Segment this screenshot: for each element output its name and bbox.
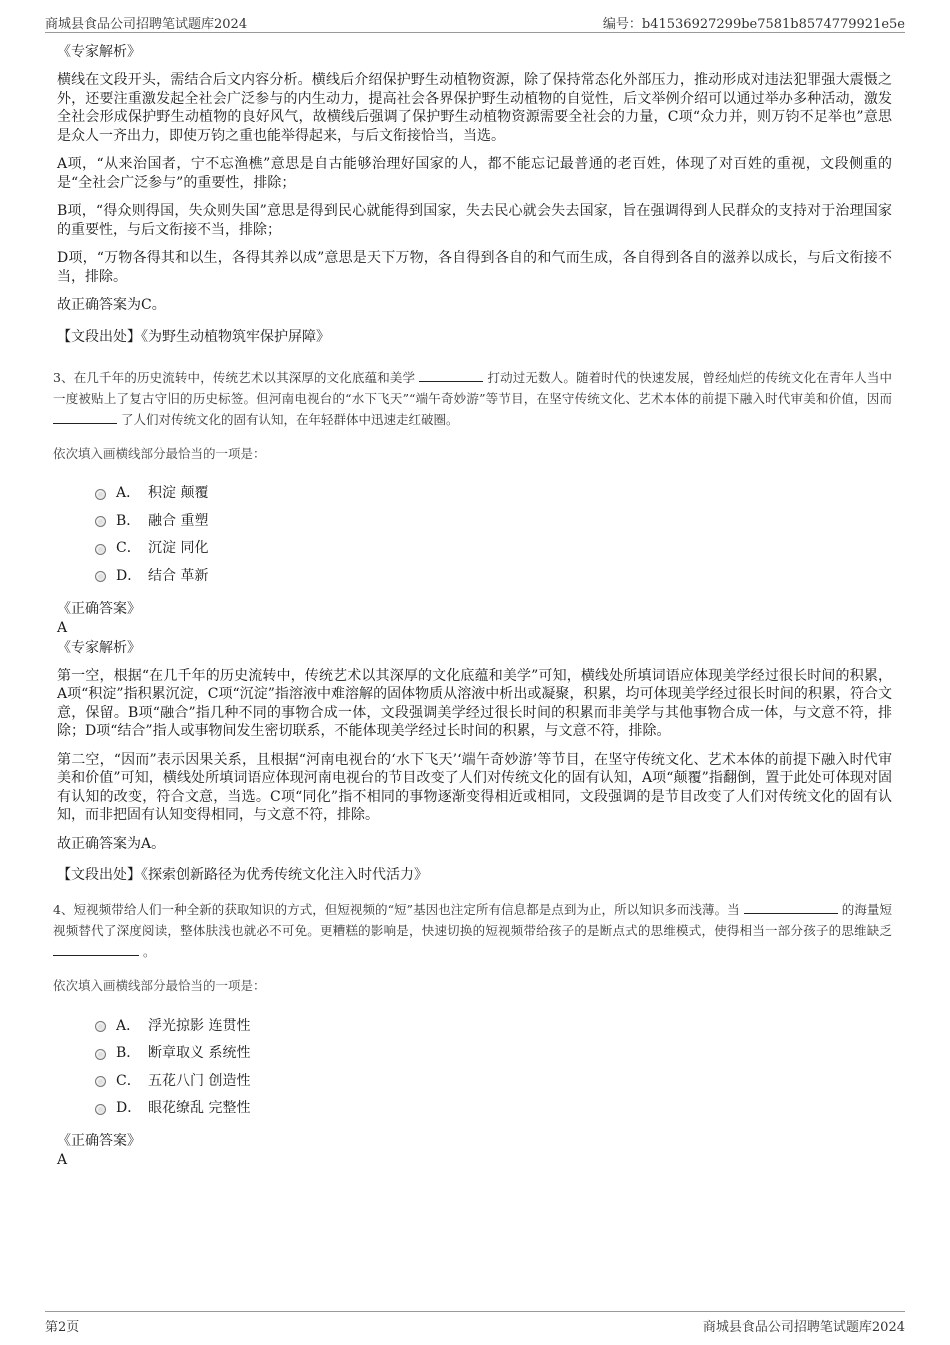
page-footer <box>45 1311 905 1336</box>
analysis-paragraph: D项，“万物各得其和以生，各得其养以成”意思是天下万物，各自得到各自的和气而生成，各自得到各自的滋养以成长，与后文衔接不当，排除。 <box>57 250 892 285</box>
fill-blank <box>744 912 838 914</box>
expert-analysis-label: 《专家解析》 <box>57 639 141 656</box>
analysis-paragraph: 第二空，“因而”表示因果关系，且根据“河南电视台的‘水下飞天’‘端午奇妙游’等节目，在坚守传统文化、艺术本体的前提下融入时代审美和价值”可知，横线处所填词语应体现河南电视台的节目改变了人们对传统文化的固有认知，A项“颠覆”指翻倒，置于此处可体现对固有认知的改变，符合文意，当选。C项“同化”指不相同的事物逐渐变得相近或相同，文段强调的是节目改变了人们对传统文化的固有认知，而非把固有认知变得相同，与文意不符，排除。 <box>57 751 892 823</box>
analysis-conclusion: 故正确答案为A。 <box>57 835 166 852</box>
passage-source: 【文段出处】《探索创新路径为优秀传统文化注入时代活力》 <box>57 867 428 883</box>
radio-icon[interactable] <box>95 544 106 555</box>
option-text: 结合 革新 <box>148 567 209 584</box>
correct-answer-label: 《正确答案》 <box>57 600 141 617</box>
option-b[interactable] <box>95 1039 892 1067</box>
fill-blank <box>53 422 117 424</box>
option-letter: B． <box>116 512 141 529</box>
question-text: 4、短视频带给人们一种全新的获取知识的方式，但短视频的“短”基因也注定所有信息都是点到为止，所以知识多而浅薄。当 <box>53 902 740 917</box>
header-title: 商城县食品公司招聘笔试题库2024 <box>45 17 248 32</box>
correct-answer-value: A <box>57 619 68 636</box>
question-prompt: 依次填入画横线部分最恰当的一项是： <box>53 445 266 461</box>
fill-blank <box>53 954 139 956</box>
option-a[interactable] <box>95 479 892 507</box>
radio-icon[interactable] <box>95 1104 106 1115</box>
question-text: 。 <box>142 944 156 959</box>
option-c[interactable] <box>95 534 892 562</box>
question-3-options <box>95 479 892 589</box>
analysis-paragraph: 横线在文段开头，需结合后文内容分析。横线后介绍保护野生动植物资源，除了保持常态化外部压力，推动形成对违法犯罪强大震慑之外，还要注重激发起全社会广泛参与的内生动力，提高社会各界保护野生动植物的自觉性，后文举例介绍可以通过举办多种活动，激发全社会形成保护野生动植物的良好风气，故横线后强调了保护野生动植物资源需要全社会的力量，C项“众力并，则万钧不足举也”意思是众人一齐出力，即使万钧之重也能举得起来，与后文衔接恰当，当选。 <box>57 72 892 144</box>
option-text: 断章取义 系统性 <box>148 1045 251 1062</box>
option-letter: D． <box>116 567 142 584</box>
radio-icon[interactable] <box>95 1049 106 1060</box>
option-d[interactable] <box>95 1094 892 1122</box>
option-text: 融合 重塑 <box>148 512 209 529</box>
question-text: 了人们对传统文化的固有认知，在年轻群体中迅速走红破圈。 <box>120 411 459 427</box>
option-text: 眼花缭乱 完整性 <box>148 1100 251 1117</box>
option-c[interactable] <box>95 1066 892 1094</box>
question-4-options <box>95 1011 892 1121</box>
option-letter: C． <box>116 1072 141 1089</box>
radio-icon[interactable] <box>95 1076 106 1087</box>
option-letter: A． <box>116 485 141 502</box>
option-text: 五花八门 创造性 <box>148 1072 251 1089</box>
question-text: 打动过无数人。随着时代的快速发展，曾经灿烂的传统文化在青年人当中一度被贴上了复古守旧的历史标签。但河南电视台的“水下飞天”“端午奇妙游”等节目，在坚守传统文化、艺术本体的前提下融入时代审美和价值，因而 <box>53 369 892 406</box>
radio-icon[interactable] <box>95 1021 106 1032</box>
option-b[interactable] <box>95 506 892 534</box>
option-text: 沉淀 同化 <box>148 540 209 557</box>
question-4-stem <box>53 899 892 962</box>
analysis-conclusion: 故正确答案为C。 <box>57 297 166 313</box>
option-a[interactable] <box>95 1011 892 1039</box>
question-prompt: 依次填入画横线部分最恰当的一项是： <box>53 978 266 993</box>
page-header <box>45 10 905 33</box>
question-text: 3、在几千年的历史流转中，传统艺术以其深厚的文化底蕴和美学 <box>53 369 416 385</box>
expert-analysis-label: 《专家解析》 <box>57 44 141 60</box>
question-3-stem <box>53 367 892 430</box>
passage-source: 【文段出处】《为野生动植物筑牢保护屏障》 <box>57 328 330 345</box>
correct-answer-value: A <box>57 1152 68 1168</box>
question-text: 的海量短视频替代了深度阅读，整体肤浅也就必不可免。更糟糕的影响是，快速切换的短视频带给孩子的是断点式的思维模式，使得相当一部分孩子的思维缺乏 <box>53 902 892 938</box>
footer-title: 商城县食品公司招聘笔试题库2024 <box>702 1320 905 1335</box>
page-content <box>53 42 892 1170</box>
option-letter: A． <box>116 1017 141 1034</box>
fill-blank <box>419 380 483 382</box>
page-number: 第2页 <box>45 1320 80 1335</box>
option-letter: C． <box>116 540 141 557</box>
header-doc-id: 编号：b41536927299be7581b8574779921e5e <box>602 17 905 32</box>
radio-icon[interactable] <box>95 489 106 500</box>
radio-icon[interactable] <box>95 516 106 527</box>
analysis-paragraph: 第一空，根据“在几千年的历史流转中，传统艺术以其深厚的文化底蕴和美学”可知，横线处所填词语应体现美学经过很长时间的积累，A项“积淀”指积累沉淀，C项“沉淀”指溶液中难溶解的固体物质从溶液中析出或凝聚，积累，均可体现美学经过很长时间的积累，符合文意，保留。B项“融合”指几种不同的事物合成一体，文段强调美学经过很长时间的积累而非美学与其他事物合成一体，与文意不符，排除；D项“结合”指人或事物间发生密切联系，不能体现美学经过长时间的积累，与文意不符，排除。 <box>57 667 892 739</box>
option-text: 浮光掠影 连贯性 <box>148 1017 251 1034</box>
analysis-paragraph: A项，“从来治国者，宁不忘渔樵”意思是自古能够治理好国家的人，都不能忘记最普通的老百姓，体现了对百姓的重视，文段侧重的是“全社会广泛参与”的重要性，排除； <box>57 156 892 191</box>
correct-answer-label: 《正确答案》 <box>57 1133 141 1149</box>
option-letter: D． <box>116 1100 142 1117</box>
option-text: 积淀 颠覆 <box>148 485 209 502</box>
analysis-paragraph: B项，“得众则得国，失众则失国”意思是得到民心就能得到国家，失去民心就会失去国家，旨在强调得到人民群众的支持对于治理国家的重要性，与后文衔接不当，排除； <box>57 203 892 238</box>
radio-icon[interactable] <box>95 571 106 582</box>
option-d[interactable] <box>95 561 892 589</box>
option-letter: B． <box>116 1045 141 1062</box>
